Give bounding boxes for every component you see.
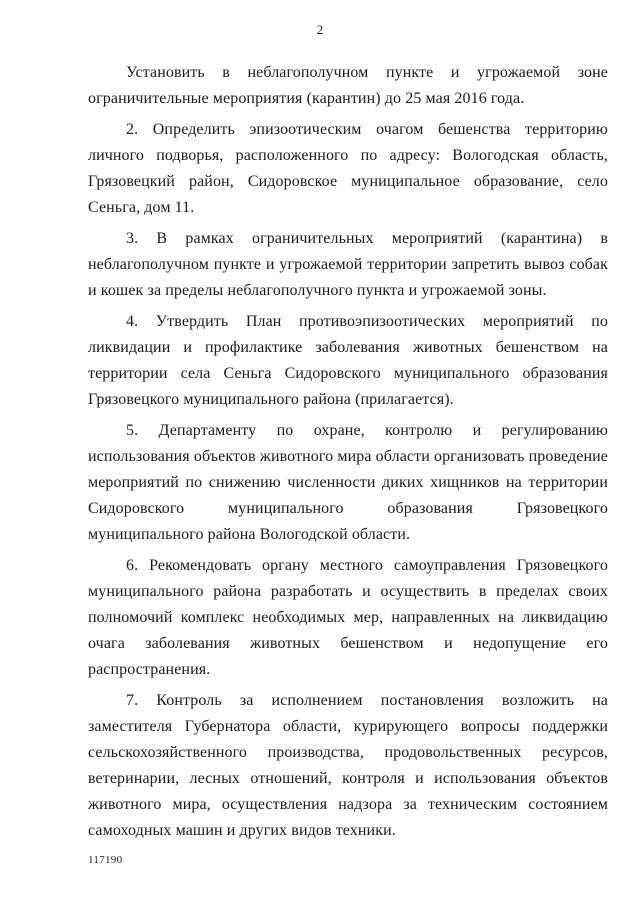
paragraph-2-epizootic-focus: 2. Определить эпизоотическим очагом бешенства территорию личного подворья, расположенного по адресу: Вологодская область, Грязовецкий район, Сидоровское муниципальное образование, село Сеньга, дом 11. [88,121,608,216]
document-body [88,60,608,849]
paragraph-4-plan-approval: 4. Утвердить План противоэпизоотических мероприятий по ликвидации и профилактике заболевания животных бешенством на территории села Сеньга Сидоровского муниципального образования Грязовецкого муниципального района (прилагается). [88,313,608,408]
paragraph-quarantine: Установить в неблагополучном пункте и угрожаемой зоне ограничительные мероприятия (карантин) до 25 мая 2016 года. [88,64,608,107]
paragraph-5-predator-control: 5. Департаменту по охране, контролю и регулированию использования объектов животного мира области организовать проведение мероприятий по снижению численности диких хищников на территории Сидоровского муниципального образования Грязовецкого муниципального района Вологодской области. [88,422,608,543]
page-number: 2 [316,22,324,37]
paragraph-6-recommendation: 6. Рекомендовать органу местного самоуправления Грязовецкого муниципального района разработать и осуществить в пределах своих полномочий комплекс необходимых мер, направленных на ликвидацию очага заболевания животных бешенством и недопущение его распространения. [88,557,608,678]
paragraph-3-export-ban: 3. В рамках ограничительных мероприятий (карантина) в неблагополучном пункте и угрожаемой территории запретить вывоз собак и кошек за пределы неблагополучного пункта и угрожаемой зоны. [88,230,608,299]
document-code: 117190 [88,854,123,866]
paragraph-7-oversight: 7. Контроль за исполнением постановления возложить на заместителя Губернатора области, курирующего вопросы поддержки сельскохозяйственного производства, продовольственных ресурсов, ветеринарии, лесных отношений, контроля и использования объектов животного мира, осуществления надзора за техническим состоянием самоходных машин и других видов техники. [88,692,608,839]
